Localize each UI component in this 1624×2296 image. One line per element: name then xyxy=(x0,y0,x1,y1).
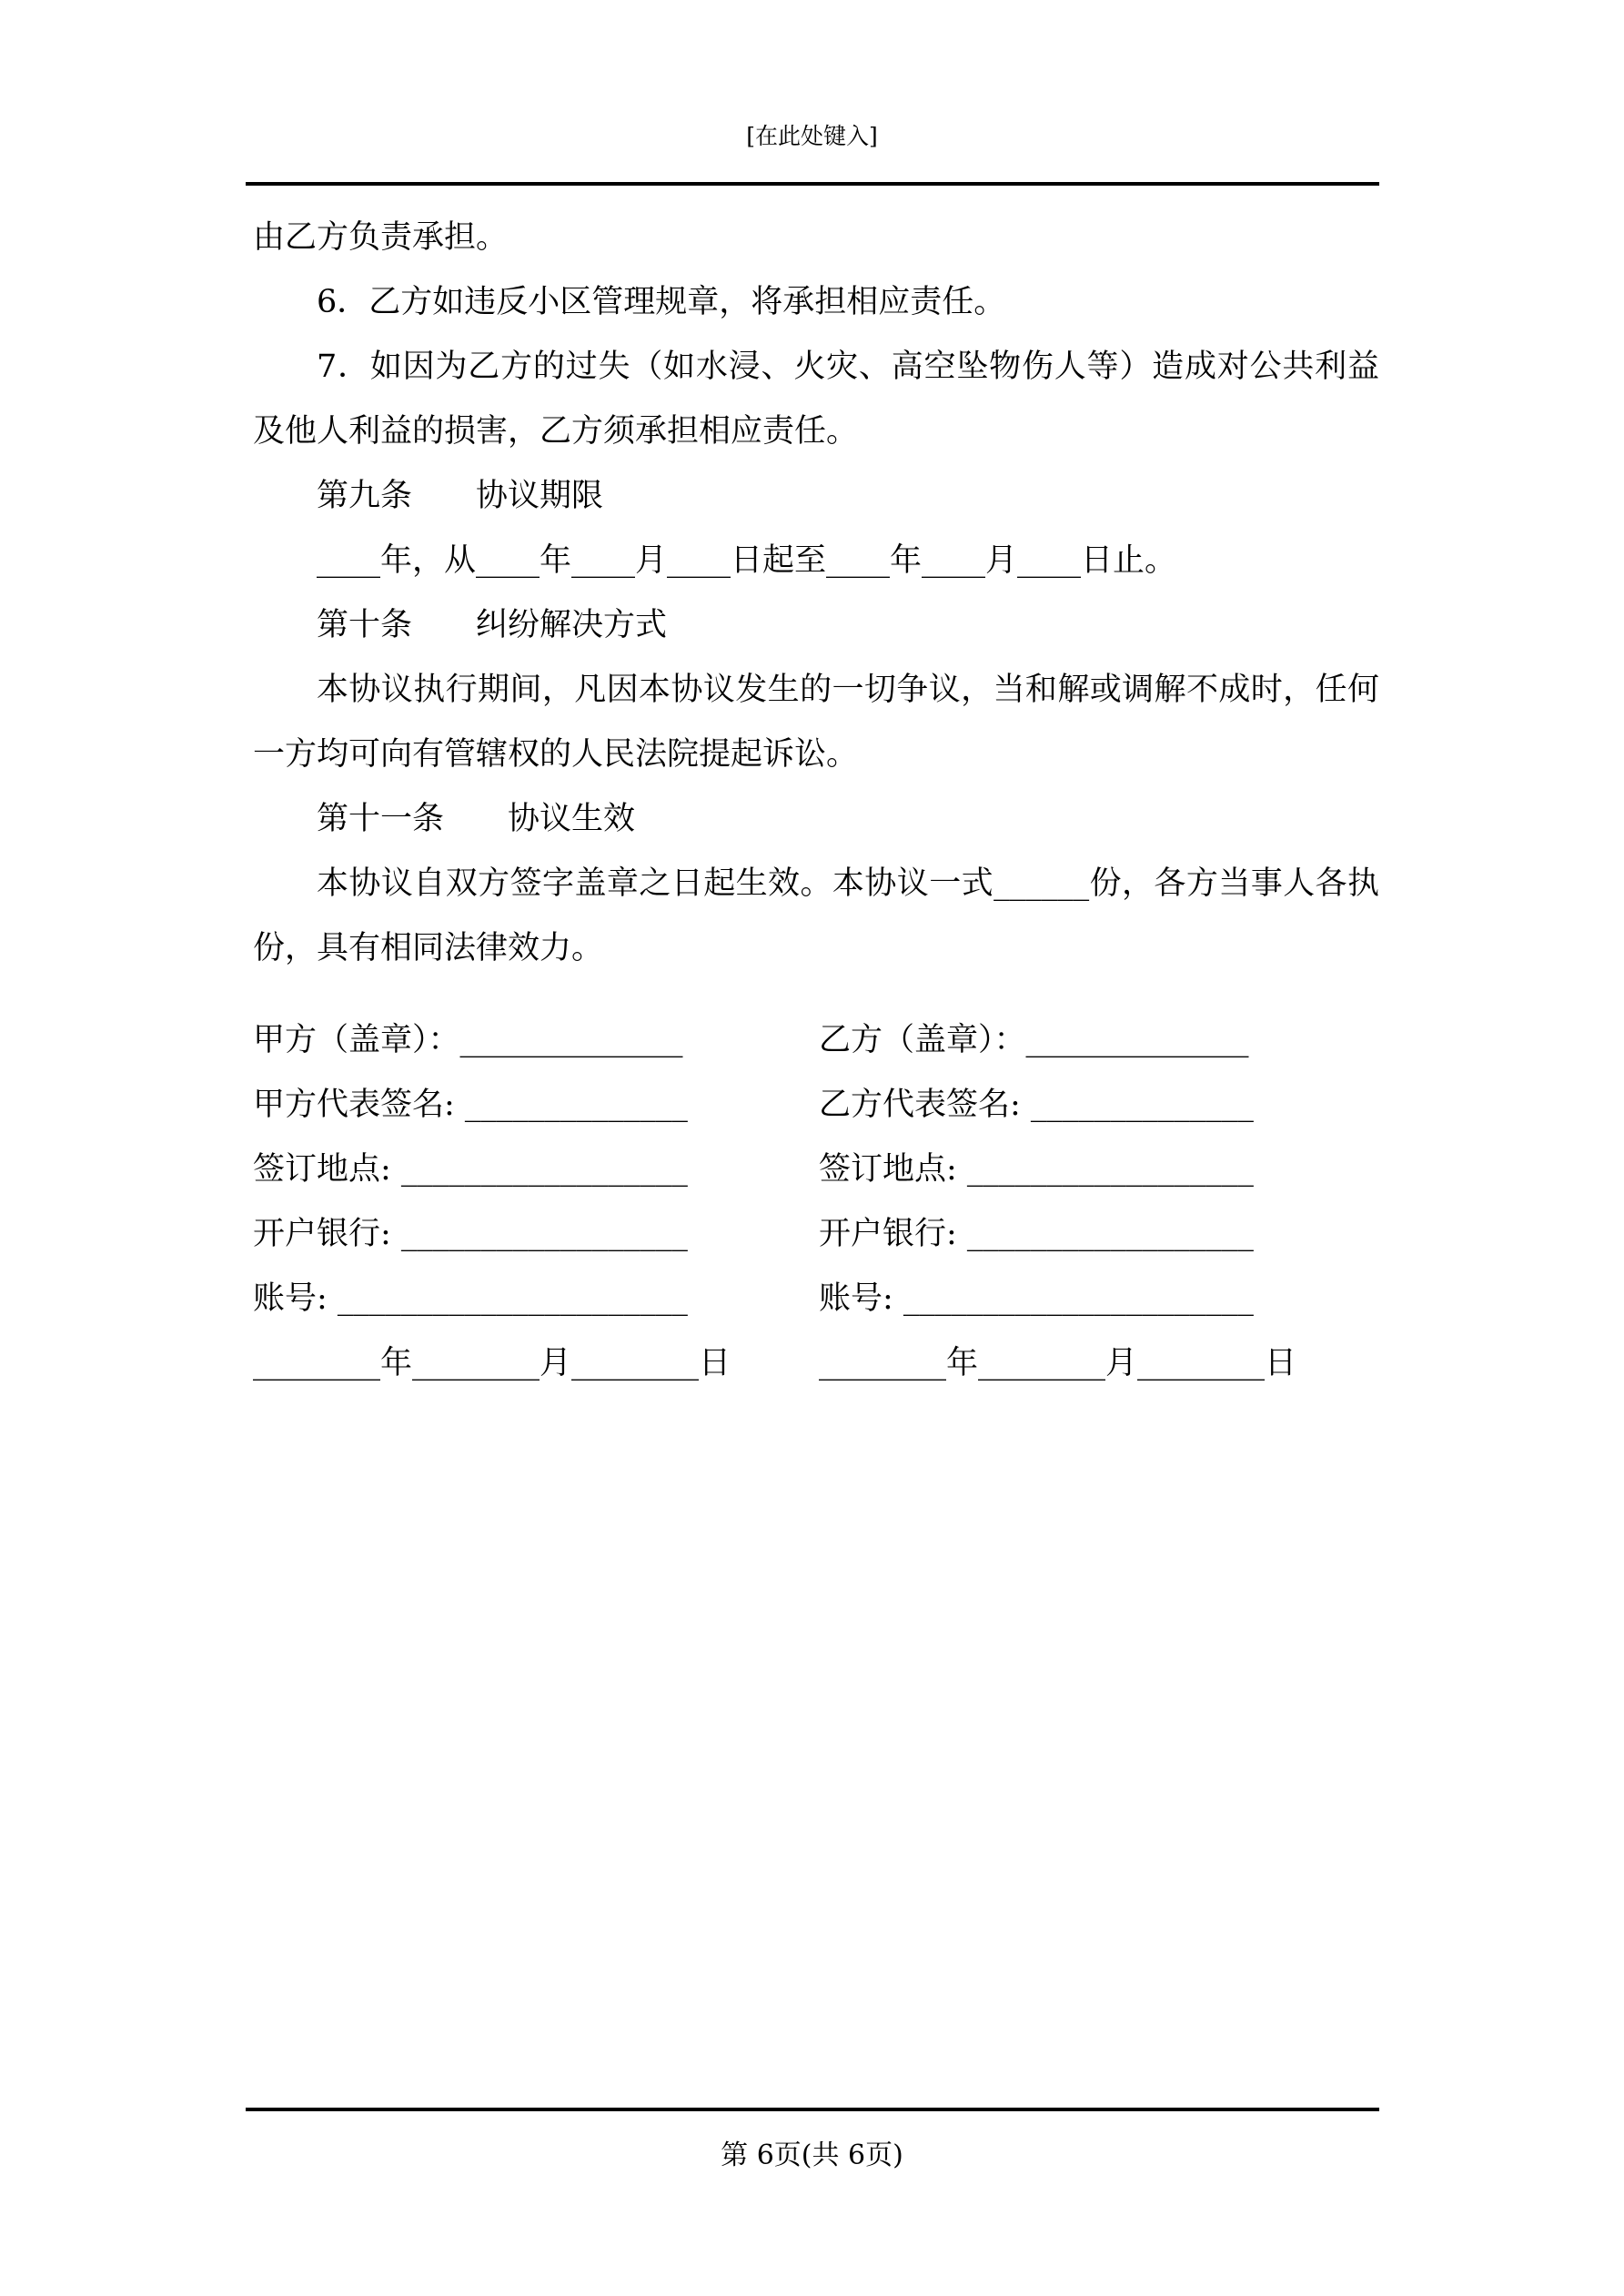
party-a-account-number-field[interactable]: 账号: ______________________ xyxy=(253,1280,688,1317)
party-b-signing-place-field[interactable]: 签订地点: __________________ xyxy=(819,1151,1254,1188)
clause-7-line-2: 及他人利益的损害，乙方须承担相应责任。 xyxy=(253,413,859,450)
article-10-heading: 第十条 纠纷解决方式 xyxy=(317,607,668,643)
clause-6-line: 6．乙方如违反小区管理规章，将承担相应责任。 xyxy=(317,284,1006,320)
header-type-here-placeholder[interactable]: [在此处键入] xyxy=(746,123,878,149)
party-a-representative-signature-field[interactable]: 甲方代表签名: ______________ xyxy=(253,1087,688,1123)
signature-row xyxy=(253,1138,1379,1202)
article-11-heading: 第十一条 协议生效 xyxy=(317,801,636,837)
party-b-account-number-field[interactable]: 账号: ______________________ xyxy=(819,1280,1254,1317)
article-11-line-1[interactable]: 本协议自双方签字盖章之日起生效。本协议一式______份，各方当事人各执 xyxy=(317,865,1379,902)
article-10-line-2: 一方均可向有管辖权的人民法院提起诉讼。 xyxy=(253,736,859,773)
article-10-line-1: 本协议执行期间，凡因本协议发生的一切争议，当和解或调解不成时，任何 xyxy=(317,672,1379,708)
page-number: 第 6页(共 6页) xyxy=(721,2139,903,2171)
article-9-term-blanks-line[interactable]: ____年，从____年____月____日起至____年____月____日止。 xyxy=(317,542,1177,579)
page-footer xyxy=(0,2132,1624,2172)
party-b-seal-field[interactable]: 乙方（盖章）：______________ xyxy=(819,1022,1249,1058)
signature-block xyxy=(253,1008,1379,1396)
signature-row xyxy=(253,1008,1379,1073)
article-11-line-2: 份，具有相同法律效力。 xyxy=(253,930,604,966)
party-b-date-field[interactable]: ________年________月________日 xyxy=(819,1345,1297,1381)
article-9-heading: 第九条 协议期限 xyxy=(317,478,604,514)
party-b-representative-signature-field[interactable]: 乙方代表签名: ______________ xyxy=(819,1087,1254,1123)
clause-7-line-1: 7．如因为乙方的过失（如水浸、火灾、高空坠物伤人等）造成对公共利益 xyxy=(317,349,1379,385)
party-b-bank-field[interactable]: 开户银行: __________________ xyxy=(819,1216,1254,1252)
signature-row xyxy=(253,1202,1379,1267)
header-rule xyxy=(246,182,1379,186)
footer-rule xyxy=(246,2108,1379,2111)
party-a-bank-field[interactable]: 开户银行: __________________ xyxy=(253,1216,688,1252)
party-a-seal-field[interactable]: 甲方（盖章）：______________ xyxy=(253,1022,683,1058)
document-body xyxy=(253,206,1379,981)
signature-row xyxy=(253,1331,1379,1396)
party-a-signing-place-field[interactable]: 签订地点: __________________ xyxy=(253,1151,688,1188)
signature-row xyxy=(253,1267,1379,1331)
party-a-date-field[interactable]: ________年________月________日 xyxy=(253,1345,731,1381)
signature-row xyxy=(253,1073,1379,1138)
page-header xyxy=(0,118,1624,151)
clause-continuation-line: 由乙方负责承担。 xyxy=(253,219,509,256)
